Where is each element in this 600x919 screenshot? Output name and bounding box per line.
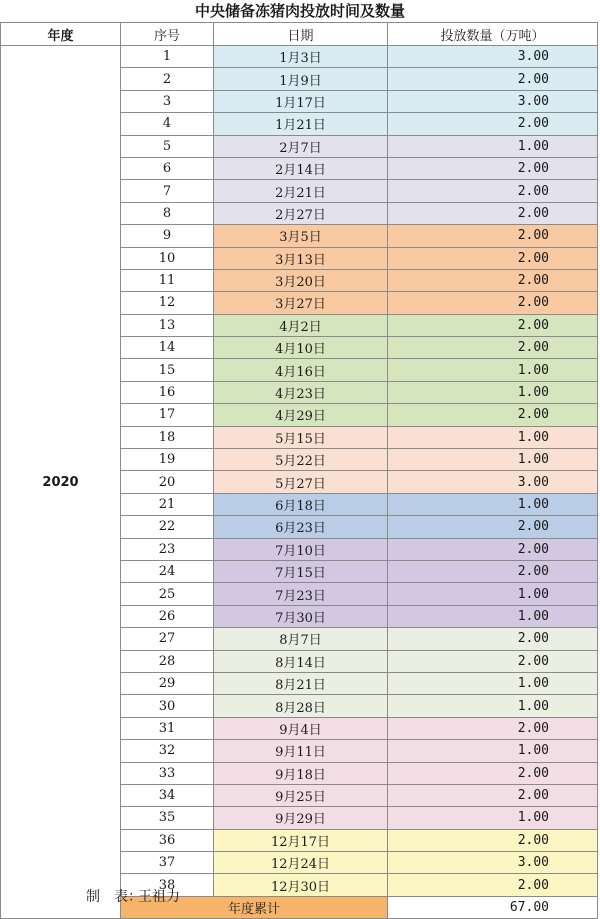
header-date: 日期 [214, 23, 388, 46]
qty-cell: 1.00 [388, 583, 598, 605]
year-cell: 2020 [1, 46, 121, 919]
qty-cell: 1.00 [388, 449, 598, 471]
qty-cell: 3.00 [388, 90, 598, 112]
qty-cell: 2.00 [388, 157, 598, 179]
seq-cell: 8 [121, 202, 214, 224]
seq-cell: 19 [121, 449, 214, 471]
qty-cell: 1.00 [388, 493, 598, 515]
seq-cell: 30 [121, 695, 214, 717]
date-cell: 8月21日 [214, 672, 388, 694]
date-cell: 9月29日 [214, 807, 388, 829]
date-cell: 9月4日 [214, 717, 388, 739]
seq-cell: 28 [121, 650, 214, 672]
seq-cell: 5 [121, 135, 214, 157]
header-seq: 序号 [121, 23, 214, 46]
qty-cell: 2.00 [388, 202, 598, 224]
date-cell: 7月10日 [214, 538, 388, 560]
qty-cell: 2.00 [388, 560, 598, 582]
seq-cell: 27 [121, 628, 214, 650]
total-qty: 67.00 [388, 896, 598, 918]
date-cell: 8月28日 [214, 695, 388, 717]
date-cell: 7月30日 [214, 605, 388, 627]
seq-cell: 10 [121, 247, 214, 269]
qty-cell: 3.00 [388, 852, 598, 874]
qty-cell: 2.00 [388, 516, 598, 538]
qty-cell: 2.00 [388, 784, 598, 806]
qty-cell: 2.00 [388, 292, 598, 314]
seq-cell: 17 [121, 404, 214, 426]
date-cell: 7月23日 [214, 583, 388, 605]
seq-cell: 13 [121, 314, 214, 336]
header-year: 年度 [1, 23, 121, 46]
date-cell: 7月15日 [214, 560, 388, 582]
date-cell: 2月27日 [214, 202, 388, 224]
qty-cell: 2.00 [388, 113, 598, 135]
qty-cell: 2.00 [388, 717, 598, 739]
date-cell: 12月17日 [214, 829, 388, 851]
date-cell: 3月20日 [214, 269, 388, 291]
seq-cell: 4 [121, 113, 214, 135]
date-cell: 2月21日 [214, 180, 388, 202]
seq-cell: 34 [121, 784, 214, 806]
release-table [0, 22, 598, 919]
qty-cell: 2.00 [388, 538, 598, 560]
seq-cell: 14 [121, 337, 214, 359]
qty-cell: 2.00 [388, 180, 598, 202]
date-cell: 3月13日 [214, 247, 388, 269]
date-cell: 5月15日 [214, 426, 388, 448]
qty-cell: 2.00 [388, 337, 598, 359]
qty-cell: 2.00 [388, 829, 598, 851]
seq-cell: 9 [121, 225, 214, 247]
date-cell: 6月23日 [214, 516, 388, 538]
qty-cell: 1.00 [388, 605, 598, 627]
date-cell: 9月18日 [214, 762, 388, 784]
header-qty: 投放数量（万吨） [388, 23, 598, 46]
qty-cell: 2.00 [388, 404, 598, 426]
qty-cell: 2.00 [388, 225, 598, 247]
total-label: 年度累计 [121, 896, 388, 918]
qty-cell: 2.00 [388, 628, 598, 650]
table-maker [0, 886, 600, 908]
qty-cell: 1.00 [388, 807, 598, 829]
seq-cell: 22 [121, 516, 214, 538]
seq-cell: 23 [121, 538, 214, 560]
seq-cell: 37 [121, 852, 214, 874]
table-title: 中央储备冻猪肉投放时间及数量 [194, 2, 405, 20]
table-row [1, 46, 598, 68]
date-cell: 5月27日 [214, 471, 388, 493]
date-cell: 9月11日 [214, 740, 388, 762]
qty-cell: 2.00 [388, 247, 598, 269]
seq-cell: 16 [121, 381, 214, 403]
qty-cell: 3.00 [388, 471, 598, 493]
date-cell: 12月24日 [214, 852, 388, 874]
qty-cell: 1.00 [388, 135, 598, 157]
date-cell: 1月21日 [214, 113, 388, 135]
seq-cell: 12 [121, 292, 214, 314]
qty-cell: 1.00 [388, 740, 598, 762]
seq-cell: 15 [121, 359, 214, 381]
seq-cell: 7 [121, 180, 214, 202]
date-cell: 1月17日 [214, 90, 388, 112]
seq-cell: 1 [121, 46, 214, 68]
maker-label: 制 表： [86, 889, 142, 905]
date-cell: 6月18日 [214, 493, 388, 515]
date-cell: 4月23日 [214, 381, 388, 403]
date-cell: 12月30日 [214, 874, 388, 896]
date-cell: 4月29日 [214, 404, 388, 426]
seq-cell: 32 [121, 740, 214, 762]
seq-cell: 24 [121, 560, 214, 582]
seq-cell: 18 [121, 426, 214, 448]
seq-cell: 31 [121, 717, 214, 739]
qty-cell: 2.00 [388, 314, 598, 336]
date-cell: 9月25日 [214, 784, 388, 806]
qty-cell: 2.00 [388, 874, 598, 896]
date-cell: 3月5日 [214, 225, 388, 247]
seq-cell: 38 [121, 874, 214, 896]
date-cell: 5月22日 [214, 449, 388, 471]
seq-cell: 26 [121, 605, 214, 627]
qty-cell: 1.00 [388, 426, 598, 448]
qty-cell: 2.00 [388, 269, 598, 291]
seq-cell: 20 [121, 471, 214, 493]
date-cell: 3月27日 [214, 292, 388, 314]
seq-cell: 11 [121, 269, 214, 291]
seq-cell: 33 [121, 762, 214, 784]
maker-name: 王祖力 [138, 889, 180, 905]
seq-cell: 2 [121, 68, 214, 90]
qty-cell: 1.00 [388, 381, 598, 403]
header-row [1, 23, 598, 46]
seq-cell: 36 [121, 829, 214, 851]
date-cell: 1月3日 [214, 46, 388, 68]
date-cell: 2月7日 [214, 135, 388, 157]
date-cell: 1月9日 [214, 68, 388, 90]
qty-cell: 1.00 [388, 672, 598, 694]
date-cell: 8月7日 [214, 628, 388, 650]
seq-cell: 29 [121, 672, 214, 694]
seq-cell: 6 [121, 157, 214, 179]
qty-cell: 1.00 [388, 695, 598, 717]
date-cell: 4月10日 [214, 337, 388, 359]
qty-cell: 2.00 [388, 762, 598, 784]
date-cell: 2月14日 [214, 157, 388, 179]
date-cell: 8月14日 [214, 650, 388, 672]
date-cell: 4月2日 [214, 314, 388, 336]
seq-cell: 35 [121, 807, 214, 829]
seq-cell: 3 [121, 90, 214, 112]
seq-cell: 21 [121, 493, 214, 515]
qty-cell: 2.00 [388, 650, 598, 672]
date-cell: 4月16日 [214, 359, 388, 381]
qty-cell: 3.00 [388, 46, 598, 68]
seq-cell: 25 [121, 583, 214, 605]
qty-cell: 1.00 [388, 359, 598, 381]
qty-cell: 2.00 [388, 68, 598, 90]
